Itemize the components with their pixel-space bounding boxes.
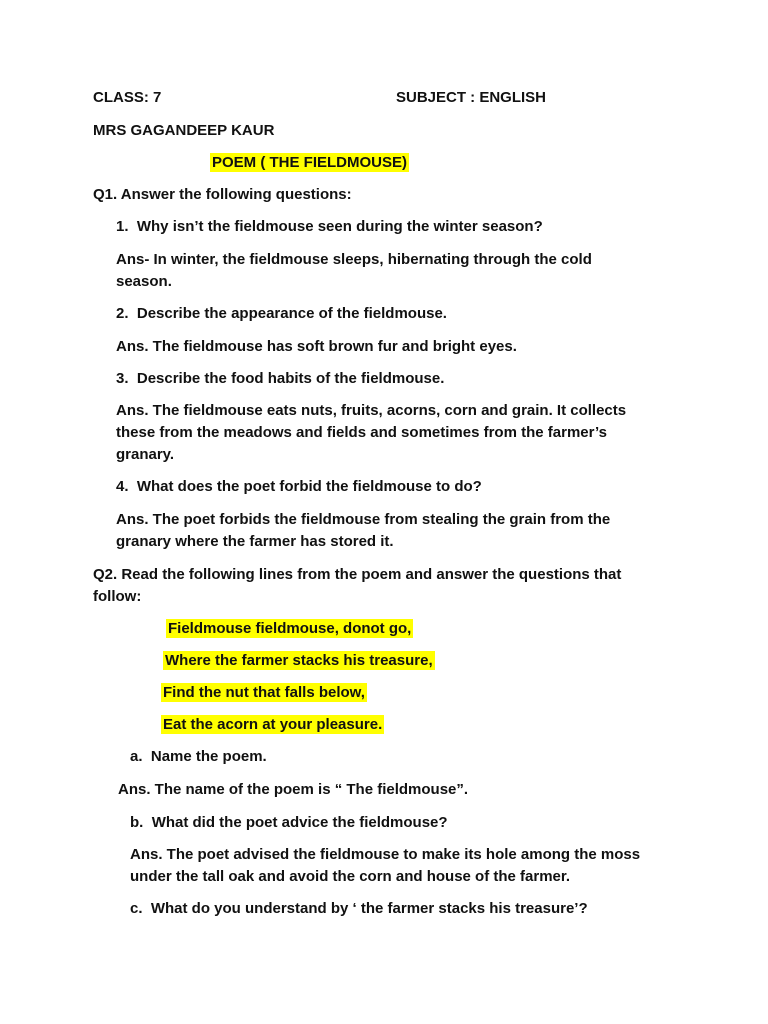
question-label: b. xyxy=(130,814,144,831)
question-label: a. xyxy=(130,748,143,765)
question-text: What do you understand by ‘ the farmer stacks his treasure’? xyxy=(150,900,588,917)
poem-line-text: Fieldmouse fieldmouse, donot go, xyxy=(168,620,412,637)
question-text: Describe the appearance of the fieldmouse. xyxy=(136,305,447,322)
q2-answer-a-line-1: Ans. The name of the poem is “ The fieldmouse”. xyxy=(118,781,469,798)
question-text: Name the poem. xyxy=(150,748,267,765)
poem-line-text: Where the farmer stacks his treasure, xyxy=(165,652,433,669)
q1-answer-1-line-2: season. xyxy=(116,273,172,290)
q2-heading-line-2: follow: xyxy=(93,588,142,605)
question-text: What did the poet advice the fieldmouse? xyxy=(151,814,448,831)
q1-question-3 xyxy=(116,369,444,389)
poem-line-3 xyxy=(161,683,367,703)
q2-answer-b-line-1: Ans. The poet advised the fieldmouse to make its hole among the moss xyxy=(130,846,641,863)
q1-answer-2-line-1: Ans. The fieldmouse has soft brown fur and bright eyes. xyxy=(116,338,517,355)
class-label: CLASS: 7 xyxy=(93,89,162,106)
q1-question-1 xyxy=(116,217,543,237)
question-number: 1. xyxy=(116,218,129,235)
poem-line-2 xyxy=(163,651,435,671)
q1-answer-3-line-2: these from the meadows and fields and sometimes from the farmer’s xyxy=(116,424,607,441)
poem-line-1 xyxy=(166,619,413,639)
q1-answer-3-line-1: Ans. The fieldmouse eats nuts, fruits, acorns, corn and grain. It collects xyxy=(116,402,627,419)
question-number: 4. xyxy=(116,478,129,495)
question-label: c. xyxy=(130,900,143,917)
poem-line-4 xyxy=(161,715,384,735)
q2-question-c xyxy=(130,899,588,919)
q2-question-b xyxy=(130,813,448,833)
q1-answer-3-line-3: granary. xyxy=(116,446,175,463)
teacher-name: MRS GAGANDEEP KAUR xyxy=(93,122,275,139)
q1-question-4 xyxy=(116,477,482,497)
q1-heading: Q1. Answer the following questions: xyxy=(93,186,352,203)
poem-line-text: Find the nut that falls below, xyxy=(163,684,365,701)
q2-answer-b-line-2: under the tall oak and avoid the corn and house of the farmer. xyxy=(130,868,571,885)
q1-answer-1-line-1: Ans- In winter, the fieldmouse sleeps, hibernating through the cold xyxy=(116,251,592,268)
q1-answer-4-line-1: Ans. The poet forbids the fieldmouse from stealing the grain from the xyxy=(116,511,611,528)
question-number: 3. xyxy=(116,370,129,387)
poem-title-text: POEM ( THE FIELDMOUSE) xyxy=(212,154,407,171)
question-text: Why isn’t the fieldmouse seen during the winter season? xyxy=(136,218,543,235)
question-text: What does the poet forbid the fieldmouse to do? xyxy=(136,478,482,495)
poem-line-text: Eat the acorn at your pleasure. xyxy=(163,716,383,733)
question-text: Describe the food habits of the fieldmouse. xyxy=(136,370,445,387)
question-number: 2. xyxy=(116,305,129,322)
q1-answer-4-line-2: granary where the farmer has stored it. xyxy=(116,533,394,550)
subject-label: SUBJECT : ENGLISH xyxy=(396,89,547,106)
poem-title xyxy=(210,153,409,173)
q1-question-2 xyxy=(116,304,447,324)
q2-heading-line-1: Q2. Read the following lines from the poem and answer the questions that xyxy=(93,566,622,583)
q2-question-a xyxy=(130,747,267,767)
